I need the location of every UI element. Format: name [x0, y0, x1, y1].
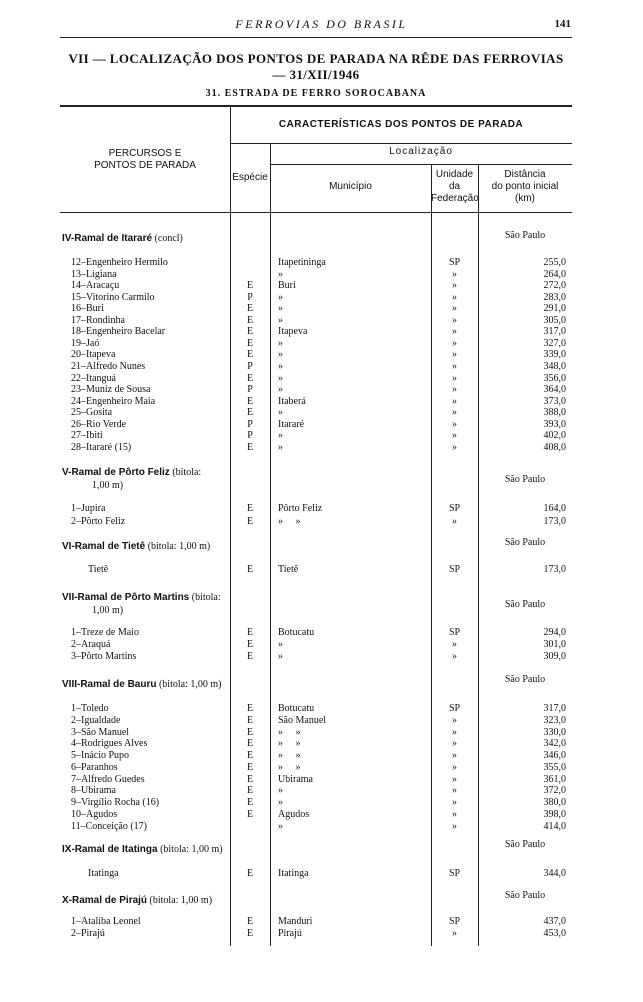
section-title: [62, 843, 223, 856]
station-especie: P: [247, 384, 253, 396]
station-uf: »: [452, 291, 457, 303]
station-uf: »: [452, 820, 457, 832]
station-uf: »: [452, 337, 457, 349]
section-title-line2: 1,00 m): [92, 480, 124, 491]
station-distance: 408,0: [543, 441, 566, 453]
section-title-bold: VIII-Ramal de Bauru: [62, 679, 157, 690]
station-name: 12–Engenheiro Hermilo: [71, 257, 168, 268]
station-name: 28–Itararé (15): [71, 441, 132, 453]
station-uf: »: [452, 314, 457, 326]
station-distance: 361,0: [543, 773, 566, 785]
station-name: 2–Pirajú: [71, 928, 105, 939]
section-origin: São Paulo: [504, 230, 546, 241]
section-title: [62, 894, 212, 907]
station-uf: »: [452, 395, 457, 407]
station-municipio: »: [278, 360, 283, 372]
station-name: 13–Ligiana: [71, 268, 117, 280]
chapter-title-date: — 31/XII/1946: [272, 67, 360, 82]
station-municipio: Buri: [278, 280, 296, 292]
station-municipio: »: [278, 314, 283, 326]
header-municipio: Município: [329, 181, 372, 192]
station-distance: 402,0: [543, 430, 566, 442]
station-municipio: »: [278, 372, 283, 384]
station-municipio: » »: [278, 761, 301, 773]
station-municipio: Agudos: [278, 808, 310, 820]
station-distance: 301,0: [543, 639, 566, 650]
header-distancia: Distância do ponto inicial (km): [491, 169, 559, 204]
station-distance: 344,0: [543, 868, 566, 879]
station-distance: 364,0: [543, 384, 566, 396]
section-origin: São Paulo: [504, 474, 546, 485]
station-especie: E: [246, 750, 254, 761]
section-title-bold: X-Ramal de Pirajú: [62, 895, 148, 906]
station-especie: E: [246, 703, 254, 714]
station-name: 4–Rodrigues Alves: [71, 738, 148, 750]
station-especie: E: [246, 407, 254, 419]
station-uf: SP: [448, 503, 461, 514]
station-municipio: Tietê: [278, 564, 299, 575]
station-name: 3–Pôrto Martins: [71, 651, 137, 662]
station-distance: 355,0: [543, 761, 566, 773]
station-municipio: »: [278, 797, 283, 808]
section-title-rest: (bitola: 1,00 m): [156, 679, 222, 690]
station-especie: E: [246, 395, 254, 407]
railway-subtitle: 31. ESTRADA DE FERRO SOROCABANA: [205, 88, 427, 99]
station-especie: E: [246, 503, 254, 514]
chapter-title: VII — LOCALIZAÇÃO DOS PONTOS DE PARADA NA RÊDE DAS FERROVIAS: [68, 51, 564, 66]
station-uf: »: [452, 515, 457, 527]
station-especie: E: [246, 627, 254, 638]
station-uf: SP: [448, 703, 461, 714]
station-municipio: »: [278, 430, 283, 442]
station-especie: E: [246, 441, 254, 453]
station-name: 17–Rondinha: [71, 314, 125, 326]
header-percursos: PERCURSOS E PONTOS DE PARADA: [94, 148, 196, 171]
station-uf: »: [452, 761, 457, 773]
station-distance: 388,0: [543, 407, 566, 419]
station-municipio: Botucatu: [278, 703, 315, 714]
header-divider-1: [230, 143, 572, 144]
station-distance: 453,0: [543, 928, 566, 939]
station-especie: E: [246, 773, 254, 785]
section-origin: São Paulo: [504, 839, 546, 850]
station-distance: 372,0: [543, 785, 566, 797]
station-municipio: Itatinga: [278, 868, 309, 879]
station-name: 22–Itanguá: [71, 372, 116, 384]
header-unidade: Unidade da Federação: [431, 169, 479, 204]
section-title-bold: V-Ramal de Pôrto Feliz: [62, 467, 170, 478]
station-name: 7–Alfredo Guedes: [71, 773, 145, 785]
station-uf: »: [452, 651, 457, 662]
station-municipio: São Manuel: [278, 714, 327, 726]
station-name: 6–Paranhos: [71, 761, 118, 773]
station-distance: 291,0: [543, 303, 566, 315]
station-municipio: »: [278, 291, 283, 303]
station-municipio: Botucatu: [278, 627, 315, 638]
section-title-rest: (bitola: 1,00 m): [157, 844, 223, 855]
station-municipio: »: [278, 303, 283, 315]
station-uf: SP: [448, 916, 461, 927]
station-uf: »: [452, 280, 457, 292]
station-distance: 173,0: [543, 515, 566, 527]
station-municipio: »: [278, 785, 283, 797]
station-uf: »: [452, 326, 457, 338]
station-distance: 398,0: [543, 808, 566, 820]
section-origin: São Paulo: [504, 599, 546, 610]
station-uf: »: [452, 372, 457, 384]
station-municipio: »: [278, 820, 283, 832]
station-distance: 373,0: [543, 395, 566, 407]
section-origin: São Paulo: [504, 674, 546, 685]
station-especie: E: [246, 303, 254, 315]
station-especie: E: [246, 761, 254, 773]
station-uf: »: [452, 738, 457, 750]
station-name: 9–Virgílio Rocha (16): [71, 797, 160, 808]
section-title: [62, 678, 221, 691]
section-title-rest: (concl): [152, 233, 183, 244]
section-origin: São Paulo: [504, 537, 546, 548]
station-uf: »: [452, 407, 457, 419]
station-distance: 339,0: [543, 349, 566, 361]
station-especie: E: [246, 337, 254, 349]
section-title: [62, 540, 210, 553]
col-rule-municipio: [270, 143, 271, 946]
station-distance: 264,0: [543, 268, 566, 280]
station-municipio: Ubirama: [278, 773, 313, 785]
station-uf: »: [452, 441, 457, 453]
station-name: 1–Treze de Maio: [71, 627, 139, 638]
station-especie: P: [247, 430, 253, 442]
station-name: 27–Ibiti: [71, 430, 103, 442]
station-name: 11–Conceição (17): [71, 820, 147, 832]
station-name: 14–Aracaçu: [71, 280, 120, 292]
section-title-rest: (bitola:: [169, 467, 202, 478]
station-especie: E: [246, 372, 254, 384]
section-title-rest: (bitola: 1,00 m): [145, 541, 211, 552]
header-especie: Espécie: [232, 172, 268, 183]
station-uf: »: [452, 268, 457, 280]
station-especie: E: [246, 726, 254, 738]
station-distance: 437,0: [543, 916, 566, 927]
station-uf: »: [452, 726, 457, 738]
station-uf: »: [452, 303, 457, 315]
station-municipio: Itapeva: [278, 326, 308, 338]
station-especie: E: [246, 785, 254, 797]
station-name: 3–São Manuel: [71, 726, 130, 738]
station-uf: »: [452, 773, 457, 785]
station-distance: 414,0: [543, 820, 566, 832]
station-distance: 305,0: [543, 314, 566, 326]
station-distance: 348,0: [543, 360, 566, 372]
station-uf: »: [452, 418, 457, 430]
station-uf: »: [452, 430, 457, 442]
station-especie: E: [246, 916, 254, 927]
header-localizacao: Localização: [389, 146, 453, 157]
station-distance: 294,0: [543, 627, 566, 638]
station-especie: P: [247, 360, 253, 372]
station-especie: P: [247, 418, 253, 430]
section-title: [62, 466, 201, 479]
station-uf: »: [452, 384, 457, 396]
station-distance: 164,0: [543, 503, 566, 514]
station-municipio: »: [278, 349, 283, 361]
station-uf: »: [452, 928, 457, 939]
station-name: Tietê: [88, 564, 109, 575]
station-distance: 317,0: [543, 703, 566, 714]
station-name: 2–Pôrto Feliz: [71, 515, 126, 527]
section-title-bold: VII-Ramal de Pôrto Martins: [62, 592, 190, 603]
station-municipio: » »: [278, 726, 301, 738]
section-title-bold: VI-Ramal de Tietê: [62, 541, 146, 552]
header-divider-2: [270, 164, 572, 165]
station-municipio: Manduri: [278, 916, 313, 927]
station-uf: »: [452, 714, 457, 726]
station-name: 8–Ubirama: [71, 785, 116, 797]
station-especie: E: [246, 738, 254, 750]
section-title-bold: IX-Ramal de Itatinga: [62, 844, 158, 855]
station-especie: E: [246, 797, 254, 808]
station-uf: SP: [448, 868, 461, 879]
station-name: 19–Jaó: [71, 337, 100, 349]
station-uf: SP: [448, 627, 461, 638]
station-municipio: Pôrto Feliz: [278, 503, 323, 514]
station-especie: E: [246, 928, 254, 939]
station-name: 24–Engenheiro Maia: [71, 395, 156, 407]
station-uf: SP: [448, 564, 461, 575]
station-especie: E: [246, 515, 254, 527]
station-uf: »: [452, 639, 457, 650]
station-distance: 356,0: [543, 372, 566, 384]
station-uf: »: [452, 349, 457, 361]
station-especie: E: [246, 868, 254, 879]
station-municipio: »: [278, 639, 283, 650]
station-uf: »: [452, 797, 457, 808]
station-distance: 323,0: [543, 714, 566, 726]
station-municipio: »: [278, 407, 283, 419]
station-municipio: »: [278, 651, 283, 662]
table-top-rule: [60, 105, 572, 107]
section-origin: São Paulo: [504, 890, 546, 901]
station-especie: E: [246, 349, 254, 361]
station-distance: 393,0: [543, 418, 566, 430]
station-name: 10–Agudos: [71, 808, 118, 820]
station-municipio: »: [278, 441, 283, 453]
station-municipio: »: [278, 384, 283, 396]
station-uf: »: [452, 750, 457, 761]
station-municipio: »: [278, 268, 283, 280]
section-title-rest: (bitola: 1,00 m): [147, 895, 213, 906]
station-especie: E: [246, 808, 254, 820]
header-caracteristicas: CARACTERÍSTICAS DOS PONTOS DE PARADA: [278, 119, 524, 130]
station-distance: 173,0: [543, 564, 566, 575]
station-distance: 327,0: [543, 337, 566, 349]
station-distance: 283,0: [543, 291, 566, 303]
station-distance: 346,0: [543, 750, 566, 761]
station-especie: E: [246, 651, 254, 662]
station-municipio: Itaberá: [278, 395, 306, 407]
station-uf: SP: [448, 257, 461, 268]
station-distance: 330,0: [543, 726, 566, 738]
section-title-rest: (bitola:: [189, 592, 221, 603]
station-name: 21–Alfredo Nunes: [71, 360, 146, 372]
station-distance: 309,0: [543, 651, 566, 662]
station-municipio: »: [278, 337, 283, 349]
section-title: [62, 232, 183, 245]
station-uf: »: [452, 785, 457, 797]
station-distance: 317,0: [543, 326, 566, 338]
section-title: [62, 591, 221, 604]
station-name: 25–Gosita: [71, 407, 113, 419]
running-title: FERROVIAS DO BRASIL: [235, 17, 408, 31]
station-name: 2–Igualdade: [71, 714, 121, 726]
station-name: 20–Itapeva: [71, 349, 116, 361]
station-name: 5–Inácio Pupo: [71, 750, 130, 761]
station-name: 26–Rio Verde: [71, 418, 127, 430]
station-name: 1–Jupira: [71, 503, 106, 514]
station-municipio: Itararé: [278, 418, 305, 430]
section-title-bold: IV-Ramal de Itararé: [62, 233, 153, 244]
station-especie: E: [246, 326, 254, 338]
station-municipio: » »: [278, 738, 301, 750]
header-rule: [60, 37, 572, 38]
section-title-line2: 1,00 m): [92, 605, 124, 616]
station-uf: »: [452, 360, 457, 372]
station-name: Itatinga: [88, 868, 119, 879]
station-especie: E: [246, 280, 254, 292]
station-distance: 380,0: [543, 797, 566, 808]
station-name: 1–Toledo: [71, 703, 109, 714]
station-distance: 342,0: [543, 738, 566, 750]
station-name: 15–Vitorino Carmilo: [71, 291, 155, 303]
station-municipio: » »: [278, 515, 301, 527]
table-header-bottom-rule: [60, 212, 572, 213]
station-name: 23–Muniz de Sousa: [71, 384, 151, 396]
page-number: 141: [554, 18, 571, 30]
station-distance: 272,0: [543, 280, 566, 292]
station-especie: E: [246, 714, 254, 726]
station-name: 16–Buri: [71, 303, 104, 315]
station-municipio: » »: [278, 750, 301, 761]
station-name: 18–Engenheiro Bacelar: [71, 326, 166, 338]
station-especie: P: [247, 291, 253, 303]
station-municipio: Itapetininga: [278, 257, 326, 268]
station-name: 1–Ataliba Leonel: [71, 916, 141, 927]
station-name: 2–Araquá: [71, 639, 111, 650]
station-especie: E: [246, 564, 254, 575]
station-distance: 255,0: [543, 257, 566, 268]
station-especie: E: [246, 639, 254, 650]
station-uf: »: [452, 808, 457, 820]
station-municipio: Pirajú: [278, 928, 302, 939]
station-especie: E: [246, 314, 254, 326]
